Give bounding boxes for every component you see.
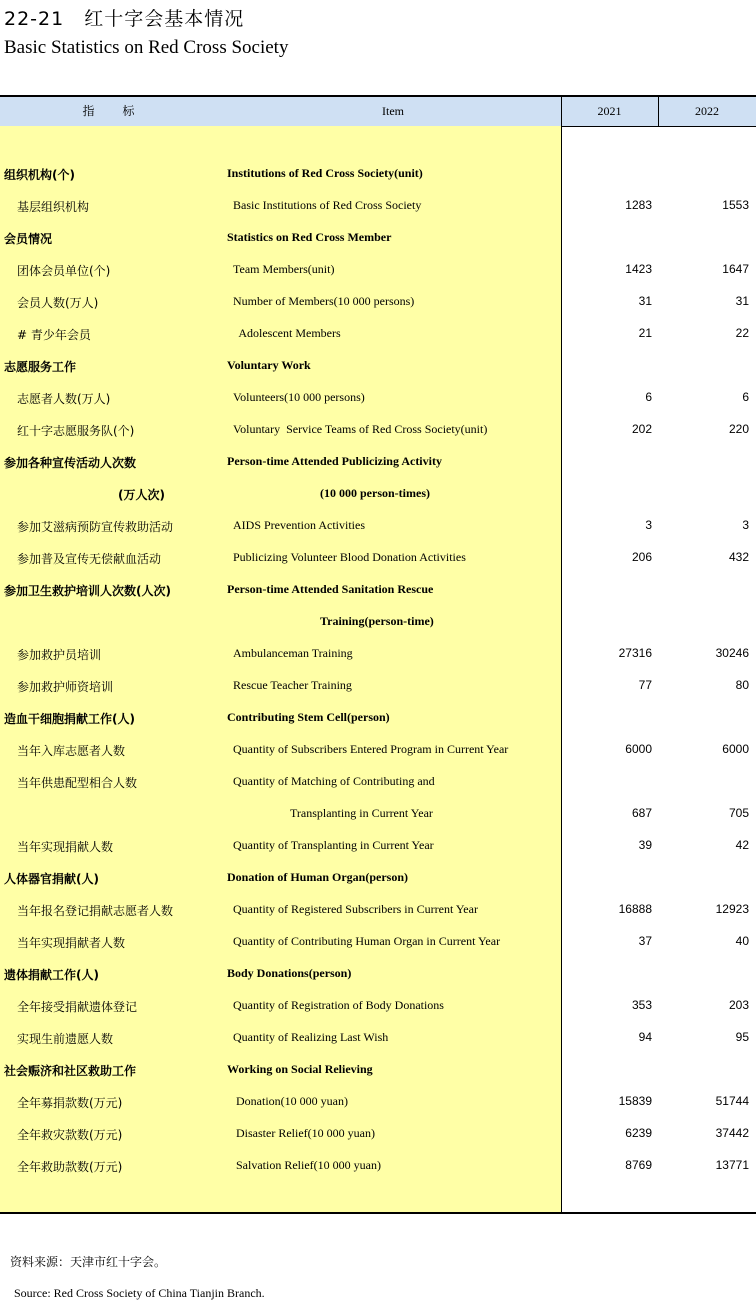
indicator-cn: 当年供患配型相合人数 [17, 776, 138, 790]
indicator-en: Quantity of Registration of Body Donations [233, 998, 444, 1012]
indicator-cn: 志愿服务工作 [4, 360, 77, 374]
indicator-en: Voluntary Work [227, 358, 311, 372]
indicator-en: Person-time Attended Sanitation Rescue [227, 582, 434, 596]
indicator-cn: 全年救助款数(万元) [17, 1160, 123, 1174]
value-2022: 40 [735, 934, 749, 948]
table-row [0, 894, 756, 926]
value-2022: 432 [728, 550, 749, 564]
value-2022: 203 [728, 998, 749, 1012]
indicator-cn: 人体器官捐献(人) [4, 872, 99, 886]
value-2021: 37 [638, 934, 652, 948]
indicator-cn: 当年入库志愿者人数 [17, 744, 126, 758]
indicator-cn: 红十字志愿服务队(个) [17, 424, 135, 438]
value-2022: 42 [735, 838, 749, 852]
indicator-en: Volunteers(10 000 persons) [233, 390, 365, 404]
table-row [0, 542, 756, 574]
header-item: Item [382, 104, 404, 118]
value-2021: 21 [638, 326, 652, 340]
value-2021: 1283 [625, 198, 652, 212]
value-2021: 94 [638, 1030, 652, 1044]
indicator-cn: 全年募捐款数(万元) [17, 1096, 123, 1110]
table-row [0, 510, 756, 542]
value-2021: 77 [638, 678, 652, 692]
indicator-cn: 社会赈济和社区救助工作 [4, 1064, 137, 1078]
value-2021: 27316 [618, 646, 652, 660]
header-year-2022: 2022 [695, 104, 719, 118]
indicator-cn: 参加救护师资培训 [17, 680, 114, 694]
table-row [0, 702, 756, 734]
table-row [0, 926, 756, 958]
table-row [0, 1086, 756, 1118]
value-2022: 22 [735, 326, 749, 340]
indicator-en: Training(person-time) [320, 614, 434, 628]
indicator-en: Quantity of Contributing Human Organ in Current Year [233, 934, 501, 948]
indicator-cn: 遗体捐献工作(人) [4, 968, 99, 982]
indicator-en: Team Members(unit) [233, 262, 335, 276]
indicator-cn: 造血干细胞捐献工作(人) [4, 712, 135, 726]
table-row [0, 958, 756, 990]
value-2021: 6 [645, 390, 652, 404]
indicator-cn: 参加普及宣传无偿献血活动 [17, 552, 162, 566]
indicator-en: Statistics on Red Cross Member [227, 230, 392, 244]
value-2022: 220 [728, 422, 749, 436]
indicator-cn: 参加卫生救护培训人次数(人次) [4, 584, 171, 598]
table-row [0, 638, 756, 670]
table-row [0, 1150, 756, 1182]
table-row [0, 1054, 756, 1086]
indicator-en: Donation of Human Organ(person) [227, 870, 409, 884]
table-row [0, 222, 756, 254]
value-2022: 95 [735, 1030, 749, 1044]
indicator-en: Voluntary Service Teams of Red Cross Society(unit) [233, 422, 488, 436]
table-row [0, 1022, 756, 1054]
indicator-cn: 全年救灾款数(万元) [17, 1128, 123, 1142]
value-2021: 16888 [618, 902, 652, 916]
value-2022: 13771 [715, 1158, 749, 1172]
value-2022: 37442 [715, 1126, 749, 1140]
bottom-rule [0, 1212, 756, 1214]
table-row [0, 606, 756, 638]
value-2022: 705 [728, 806, 749, 820]
indicator-en: Quantity of Matching of Contributing and [233, 774, 435, 788]
table-row [0, 766, 756, 798]
indicator-en: Adolescent Members [233, 326, 341, 340]
indicator-en: Person-time Attended Publicizing Activity [227, 454, 442, 468]
indicator-en: Rescue Teacher Training [233, 678, 352, 692]
value-2021: 687 [631, 806, 652, 820]
table-row [0, 478, 756, 510]
value-2021: 202 [631, 422, 652, 436]
value-2021: 3 [645, 518, 652, 532]
indicator-cn: 基层组织机构 [17, 200, 90, 214]
indicator-en: Basic Institutions of Red Cross Society [233, 198, 422, 212]
indicator-en: Salvation Relief(10 000 yuan) [233, 1158, 381, 1172]
indicator-cn: 组织机构(个) [4, 168, 75, 182]
indicator-en: Contributing Stem Cell(person) [227, 710, 390, 724]
table-row [0, 798, 756, 830]
source-note-en: Source: Red Cross Society of China Tianjin Branch. [14, 1286, 265, 1300]
value-2021: 39 [638, 838, 652, 852]
table-row [0, 254, 756, 286]
indicator-en: Body Donations(person) [227, 966, 352, 980]
table-body [0, 158, 756, 1182]
indicator-en: Number of Members(10 000 persons) [233, 294, 415, 308]
source-note-cn: 资料来源：天津市红十字会。 [10, 1255, 167, 1269]
header-indicator: 指 标 [82, 104, 143, 118]
indicator-en: Disaster Relief(10 000 yuan) [233, 1126, 375, 1140]
indicator-cn: 团体会员单位(个) [17, 264, 111, 278]
indicator-en: Ambulanceman Training [233, 646, 353, 660]
table-row [0, 830, 756, 862]
indicator-en: (10 000 person-times) [320, 486, 430, 500]
value-2022: 80 [735, 678, 749, 692]
value-2022: 12923 [715, 902, 749, 916]
indicator-en: AIDS Prevention Activities [233, 518, 365, 532]
indicator-en: Quantity of Transplanting in Current Year [233, 838, 434, 852]
value-2022: 31 [735, 294, 749, 308]
table-row [0, 382, 756, 414]
indicator-en: Quantity of Realizing Last Wish [233, 1030, 389, 1044]
indicator-cn: 实现生前遗愿人数 [17, 1032, 114, 1046]
value-2021: 1423 [625, 262, 652, 276]
table-row [0, 862, 756, 894]
value-2022: 6000 [722, 742, 749, 756]
value-2022: 1647 [722, 262, 749, 276]
indicator-cn: 全年接受捐献遗体登记 [17, 1000, 138, 1014]
table-row [0, 446, 756, 478]
indicator-cn: 参加各种宣传活动人次数 [4, 456, 137, 470]
value-2022: 3 [742, 518, 749, 532]
value-2022: 30246 [715, 646, 749, 660]
table-row [0, 734, 756, 766]
table-title-en: Basic Statistics on Red Cross Society [4, 37, 289, 58]
indicator-en: Working on Social Relieving [227, 1062, 373, 1076]
value-2021: 6000 [625, 742, 652, 756]
table-row [0, 1118, 756, 1150]
table-title-cn: 22-21 红十字会基本情况 [4, 8, 245, 30]
indicator-cn: 会员情况 [4, 232, 53, 246]
table-row [0, 670, 756, 702]
indicator-cn: (万人次) [118, 488, 165, 502]
indicator-en: Donation(10 000 yuan) [233, 1094, 348, 1108]
table-row [0, 158, 756, 190]
value-2022: 1553 [722, 198, 749, 212]
indicator-cn: 当年实现捐献者人数 [17, 936, 126, 950]
table-row [0, 318, 756, 350]
table-row [0, 190, 756, 222]
indicator-en: Quantity of Subscribers Entered Program in Current Year [233, 742, 509, 756]
table-header [0, 97, 756, 127]
value-2021: 206 [631, 550, 652, 564]
indicator-cn: 志愿者人数(万人) [17, 392, 111, 406]
table-row [0, 286, 756, 318]
indicator-en: Transplanting in Current Year [290, 806, 433, 820]
indicator-cn: # 青少年会员 [17, 328, 91, 342]
value-2021: 6239 [625, 1126, 652, 1140]
value-2021: 8769 [625, 1158, 652, 1172]
value-2021: 15839 [618, 1094, 652, 1108]
indicator-cn: 当年报名登记捐献志愿者人数 [17, 904, 174, 918]
indicator-en: Quantity of Registered Subscribers in Current Year [233, 902, 478, 916]
value-2022: 51744 [715, 1094, 749, 1108]
indicator-cn: 参加艾滋病预防宣传救助活动 [17, 520, 174, 534]
table-row [0, 990, 756, 1022]
value-2021: 31 [638, 294, 652, 308]
indicator-en: Institutions of Red Cross Society(unit) [227, 166, 423, 180]
indicator-cn: 当年实现捐献人数 [17, 840, 114, 854]
header-year-2021: 2021 [597, 104, 622, 118]
value-2022: 6 [742, 390, 749, 404]
header-divider [658, 97, 659, 126]
indicator-cn: 参加救护员培训 [17, 648, 102, 662]
table-row [0, 574, 756, 606]
table-row [0, 414, 756, 446]
value-2021: 353 [631, 998, 652, 1012]
indicator-cn: 会员人数(万人) [17, 296, 99, 310]
table-row [0, 350, 756, 382]
indicator-en: Publicizing Volunteer Blood Donation Activities [233, 550, 466, 564]
